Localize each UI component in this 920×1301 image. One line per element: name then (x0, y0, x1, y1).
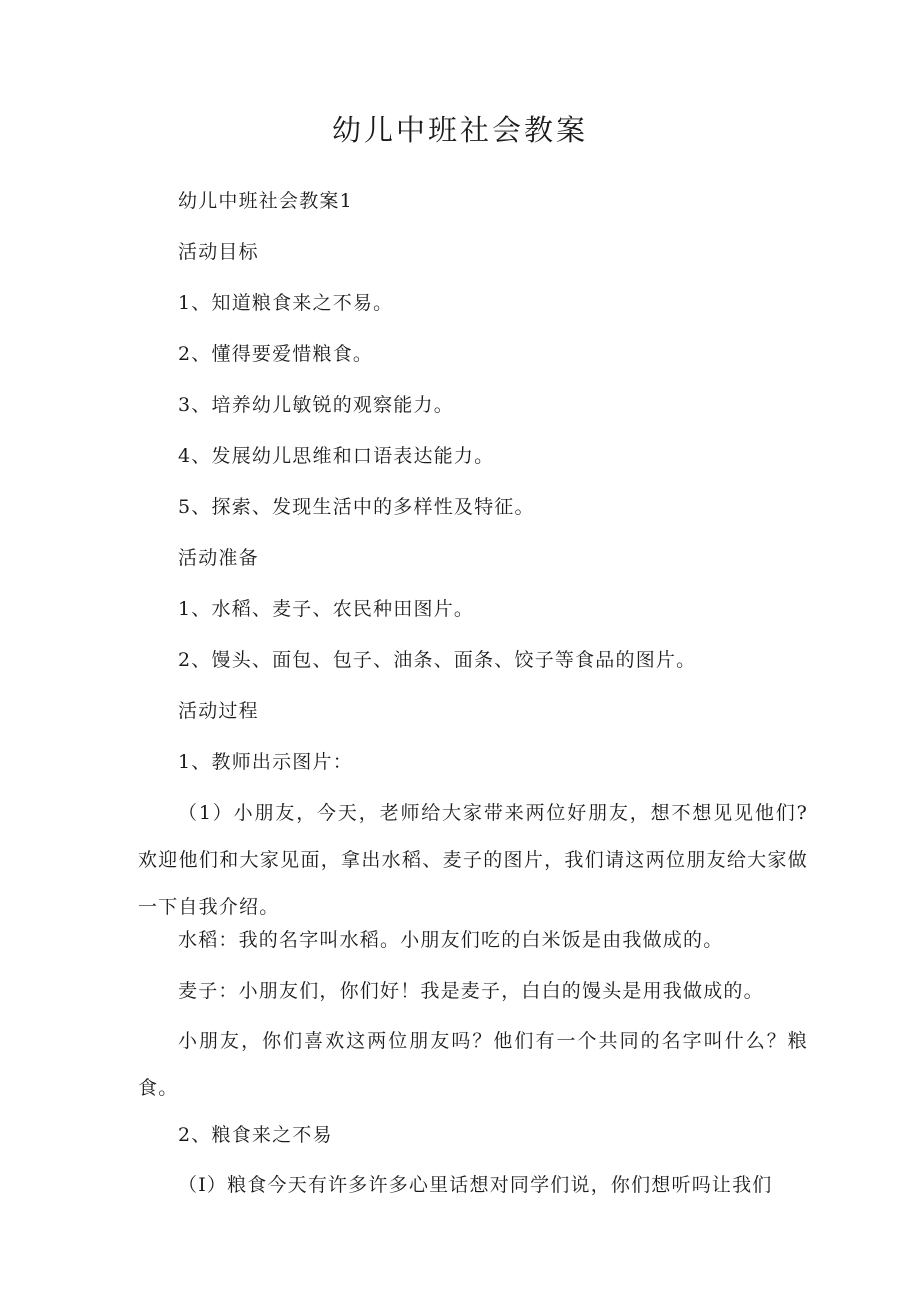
wheat-dialogue: 麦子：小朋友们，你们好！我是麦子，白白的馒头是用我做成的。 (178, 980, 764, 1002)
goals-heading: 活动目标 (178, 241, 259, 263)
goal-item: 2、懂得要爱惜粮食。 (178, 343, 374, 365)
step2-paragraph: （I）粮食今天有许多许多心里话想对同学们说，你们想听吗让我们 (178, 1174, 773, 1196)
goal-item: 4、发展幼儿思维和口语表达能力。 (178, 445, 495, 467)
goal-item: 3、培养幼儿敏锐的观察能力。 (178, 394, 454, 416)
step1-paragraph: （1）小朋友，今天，老师给大家带来两位好朋友，想不想见见他们?欢迎他们和大家见面，拿出水稻、麦子的图片，我们请这两位朋友给大家做一下自我介绍。 (138, 802, 808, 918)
goal-item: 1、知道粮食来之不易。 (178, 292, 394, 314)
prep-item: 1、水稻、麦子、农民种田图片。 (178, 598, 475, 620)
process-heading: 活动过程 (178, 700, 259, 722)
document-title: 幼儿中班社会教案 (331, 113, 588, 147)
step2-heading: 2、粮食来之不易 (178, 1124, 333, 1146)
step1-heading: 1、教师出示图片： (178, 751, 353, 773)
rice-dialogue: 水稻：我的名字叫水稻。小朋友们吃的白米饭是由我做成的。 (178, 929, 724, 951)
prep-heading: 活动准备 (178, 547, 259, 569)
prep-item: 2、馒头、面包、包子、油条、面条、饺子等食品的图片。 (178, 649, 697, 671)
section-heading: 幼儿中班社会教案1 (178, 190, 353, 212)
goal-item: 5、探索、发现生活中的多样性及特征。 (178, 496, 535, 518)
question-paragraph: 小朋友，你们喜欢这两位朋友吗？他们有一个共同的名字叫什么？粮食。 (138, 1030, 808, 1099)
